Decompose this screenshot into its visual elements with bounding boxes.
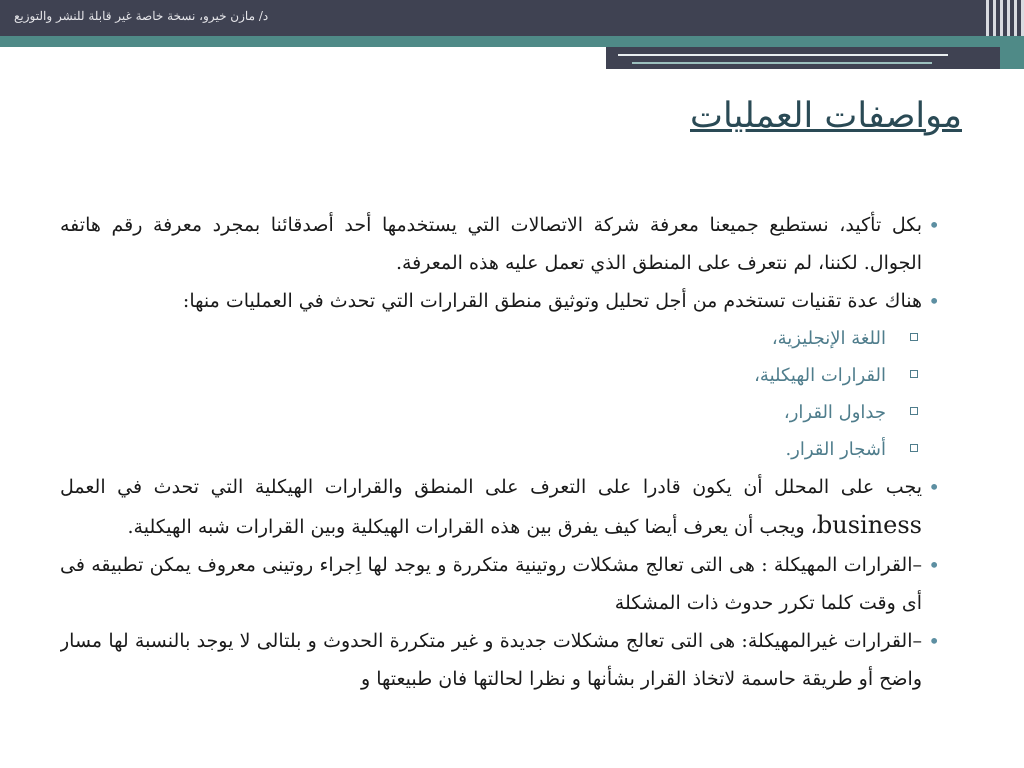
- sub-item: [60, 320, 964, 357]
- latin-term: business: [816, 511, 922, 539]
- bullet-item: [60, 468, 964, 546]
- slide-body: [60, 206, 964, 768]
- sub-item-text: أشجار القرار.: [785, 439, 886, 460]
- sub-item: [60, 357, 964, 394]
- sub-item: [60, 394, 964, 431]
- bullet-text: –القرارات غيرالمهيكلة: هى التى تعالج مشكلات جديدة و غير متكررة الحدوث و بلتالى لا يوجد بالنسبة لها مسار واضح أو طريقة حاسمة لاتخاذ القرار بشأنها و نظرا لحالتها فان طبيعتها و: [60, 630, 922, 690]
- sub-item-text: جداول القرار،: [783, 402, 886, 423]
- bullet-text: يجب على المحلل أن يكون قادرا على التعرف على المنطق والقرارات الهيكلية التي تحدث في العمل: [60, 476, 922, 498]
- accent-teal-block: [1000, 47, 1024, 69]
- accent-line: [618, 54, 948, 56]
- author-credit: د/ مازن خيرو، نسخة خاصة غير قابلة للنشر والتوزيع: [14, 9, 269, 23]
- header-bar: [0, 0, 1024, 36]
- bullet-dot-icon: •: [928, 553, 940, 577]
- slide-title: مواصفات العمليات: [690, 96, 962, 136]
- sub-item-text: اللغة الإنجليزية،: [771, 328, 886, 349]
- teal-band: [0, 36, 1024, 47]
- bullet-dot-icon: •: [928, 475, 940, 499]
- bullet-text: بكل تأكيد، نستطيع جميعنا معرفة شركة الاتصالات التي يستخدمها أحد أصدقائنا بمجرد معرفة رقم هاتفه الجوال. لكننا، لم نتعرف على المنطق الذي تعمل عليه هذه المعرفة.: [60, 214, 922, 274]
- square-bullet-icon: [910, 333, 918, 341]
- bullet-text: –القرارات المهيكلة : هى التى تعالج مشكلات روتينية متكررة و يوجد لها اِجراء روتينى معروف يمكن تطبيقه فى أى وقت كلما تكرر حدوث ذات المشكلة: [60, 554, 922, 614]
- header-accent-block: [606, 47, 1000, 69]
- accent-line: [632, 62, 932, 64]
- bullet-item: [60, 206, 964, 282]
- square-bullet-icon: [910, 407, 918, 415]
- decorative-stripes: [984, 0, 1024, 36]
- sub-item: [60, 431, 964, 468]
- square-bullet-icon: [910, 370, 918, 378]
- square-bullet-icon: [910, 444, 918, 452]
- bullet-dot-icon: •: [928, 289, 940, 313]
- sub-item-text: القرارات الهيكلية،: [754, 365, 886, 386]
- bullet-item: [60, 622, 964, 698]
- bullet-dot-icon: •: [928, 629, 940, 653]
- bullet-item: [60, 282, 964, 320]
- bullet-text: هناك عدة تقنيات تستخدم من أجل تحليل وتوثيق منطق القرارات التي تحدث في العمليات منها:: [182, 290, 922, 312]
- bullet-text: ، ويجب أن يعرف أيضا كيف يفرق بين هذه القرارات الهيكلية وبين القرارات شبه الهيكلية.: [127, 516, 817, 538]
- bullet-dot-icon: •: [928, 213, 940, 237]
- bullet-item: [60, 546, 964, 622]
